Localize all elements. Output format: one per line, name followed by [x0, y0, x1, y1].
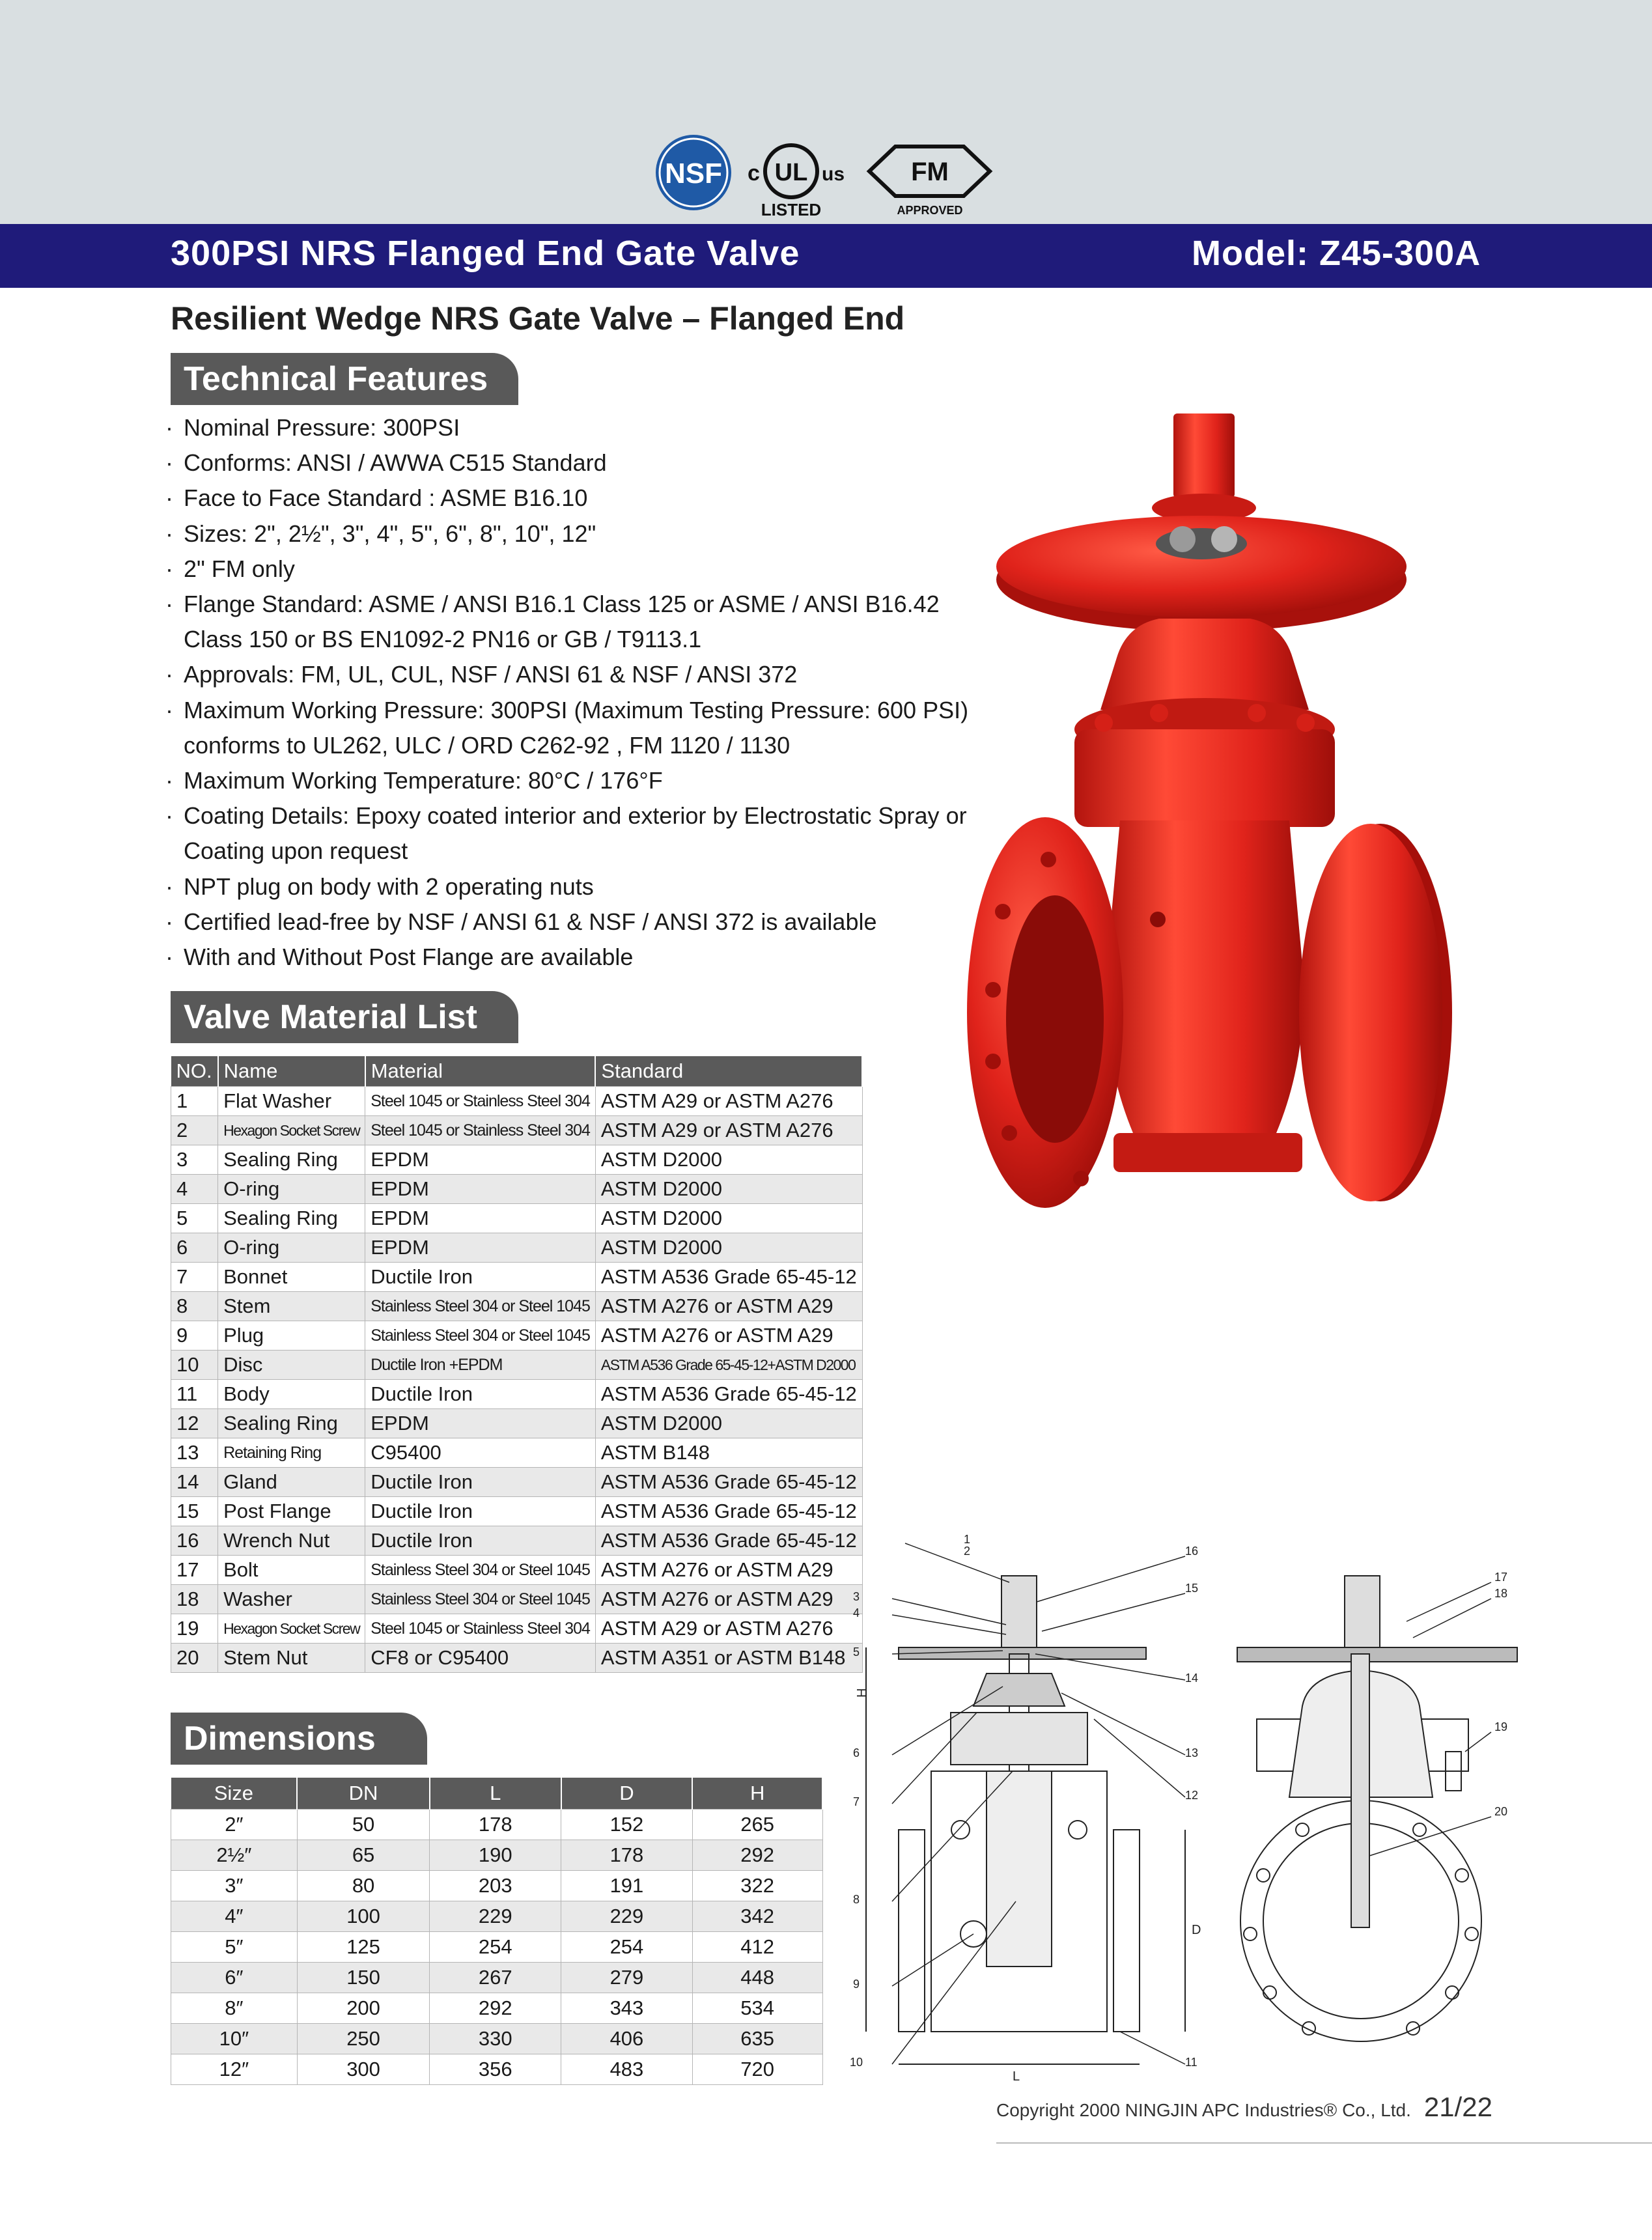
callout-16: 16 — [1185, 1545, 1199, 1558]
table-cell: O-ring — [218, 1175, 365, 1204]
table-cell: 203 — [430, 1871, 561, 1901]
feature-item: · Conforms: ANSI / AWWA C515 Standard — [164, 445, 985, 481]
table-cell: Bolt — [218, 1556, 365, 1585]
table-cell: 343 — [561, 1993, 693, 2024]
table-cell: ASTM A29 or ASTM A276 — [595, 1087, 862, 1116]
table-cell: Retaining Ring — [218, 1438, 365, 1468]
table-cell: ASTM A536 Grade 65-45-12 — [595, 1380, 862, 1409]
table-cell: Ductile Iron +EPDM — [365, 1351, 596, 1380]
table-row — [171, 1993, 823, 2024]
feature-item: · Certified lead-free by NSF / ANSI 61 & NSF / ANSI 372 is available — [164, 904, 985, 940]
table-cell: Disc — [218, 1351, 365, 1380]
table-cell: Body — [218, 1380, 365, 1409]
table-row — [171, 1351, 863, 1380]
table-row — [171, 1116, 863, 1145]
table-cell: 17 — [171, 1556, 218, 1585]
table-cell: ASTM D2000 — [595, 1145, 862, 1175]
callout-6: 6 — [853, 1746, 860, 1759]
table-cell: 13 — [171, 1438, 218, 1468]
table-cell: 100 — [297, 1901, 430, 1932]
gate-valve-photo — [964, 404, 1478, 1354]
callout-leaders — [892, 1543, 1491, 2064]
callout-20: 20 — [1494, 1805, 1508, 1818]
ul-text: UL — [774, 159, 808, 186]
table-cell: 534 — [692, 1993, 822, 2024]
table-cell: 292 — [692, 1840, 822, 1871]
column-header: Standard — [595, 1056, 862, 1087]
table-cell: 3 — [171, 1145, 218, 1175]
table-cell: 178 — [430, 1810, 561, 1840]
product-subtitle: Resilient Wedge NRS Gate Valve – Flanged End — [171, 300, 905, 337]
table-cell: ASTM D2000 — [595, 1409, 862, 1438]
table-cell: 412 — [692, 1932, 822, 1963]
table-row — [171, 1145, 863, 1175]
table-cell: ASTM A351 or ASTM B148 — [595, 1644, 862, 1673]
nsf-logo — [656, 135, 731, 210]
dimensions-table-header — [171, 1778, 823, 1810]
table-row — [171, 1526, 863, 1556]
table-cell: EPDM — [365, 1175, 596, 1204]
ul-listed-text: LISTED — [761, 200, 822, 218]
table-row — [171, 1585, 863, 1614]
sectional-view — [866, 1576, 1185, 2064]
callout-5: 5 — [853, 1645, 860, 1659]
callout-13: 13 — [1185, 1746, 1199, 1759]
table-cell: Gland — [218, 1468, 365, 1497]
table-cell: 483 — [561, 2054, 693, 2085]
table-cell: 635 — [692, 2024, 822, 2054]
table-row — [171, 1438, 863, 1468]
product-title: 300PSI NRS Flanged End Gate Valve — [171, 234, 800, 273]
table-row — [171, 1963, 823, 1993]
table-cell: Stem — [218, 1292, 365, 1321]
callout-14: 14 — [1185, 1672, 1199, 1685]
table-row — [171, 1871, 823, 1901]
table-row — [171, 1497, 863, 1526]
table-cell: 16 — [171, 1526, 218, 1556]
callout-18: 18 — [1494, 1587, 1508, 1600]
feature-item: · Maximum Working Pressure: 300PSI (Maximum Testing Pressure: 600 PSI) conforms to UL262, ULC / ORD C262-92 , FM 1120 / 1130 — [164, 693, 985, 763]
table-cell: 18 — [171, 1585, 218, 1614]
feature-item: · Nominal Pressure: 300PSI — [164, 410, 985, 445]
table-cell: 250 — [297, 2024, 430, 2054]
column-header: NO. — [171, 1056, 218, 1087]
table-cell: ASTM A29 or ASTM A276 — [595, 1116, 862, 1145]
table-cell: CF8 or C95400 — [365, 1644, 596, 1673]
table-cell: ASTM A536 Grade 65-45-12 — [595, 1497, 862, 1526]
footer-rule — [996, 2142, 1652, 2144]
table-cell: 14 — [171, 1468, 218, 1497]
table-cell: 7 — [171, 1263, 218, 1292]
table-cell: Hexagon Socket Screw — [218, 1614, 365, 1644]
table-cell: 8 — [171, 1292, 218, 1321]
table-cell: Stainless Steel 304 or Steel 1045 — [365, 1556, 596, 1585]
callout-17: 17 — [1494, 1571, 1508, 1584]
callout-3: 3 — [853, 1590, 860, 1603]
table-cell: Washer — [218, 1585, 365, 1614]
fm-text: FM — [911, 158, 949, 186]
column-header: Name — [218, 1056, 365, 1087]
table-cell: 265 — [692, 1810, 822, 1840]
table-cell: EPDM — [365, 1204, 596, 1233]
title-bar — [0, 224, 1652, 288]
table-cell: 9 — [171, 1321, 218, 1351]
table-cell: Steel 1045 or Stainless Steel 304 — [365, 1116, 596, 1145]
table-cell: ASTM A536 Grade 65-45-12 — [595, 1526, 862, 1556]
table-cell: 2″ — [171, 1810, 298, 1840]
nsf-text: NSF — [665, 158, 722, 189]
table-cell: Sealing Ring — [218, 1204, 365, 1233]
table-cell: 4″ — [171, 1901, 298, 1932]
callout-19: 19 — [1494, 1720, 1508, 1733]
table-row — [171, 1087, 863, 1116]
feature-item: · Approvals: FM, UL, CUL, NSF / ANSI 61 & NSF / ANSI 372 — [164, 657, 985, 692]
table-cell: Hexagon Socket Screw — [218, 1116, 365, 1145]
bonnet — [1100, 619, 1309, 710]
dim-d-label: D — [1192, 1923, 1201, 1937]
table-cell: 5″ — [171, 1932, 298, 1963]
table-cell: ASTM A276 or ASTM A29 — [595, 1585, 862, 1614]
table-row — [171, 1204, 863, 1233]
table-row — [171, 1840, 823, 1871]
model-number: Model: Z45-300A — [1192, 234, 1481, 273]
feature-item: · Face to Face Standard : ASME B16.10 — [164, 481, 985, 516]
valve-body — [1106, 820, 1303, 1133]
callout-1: 1 — [964, 1533, 971, 1546]
column-header: Size — [171, 1778, 298, 1810]
table-row — [171, 1175, 863, 1204]
callout-12: 12 — [1185, 1789, 1199, 1802]
table-cell: 279 — [561, 1963, 693, 1993]
table-cell: Post Flange — [218, 1497, 365, 1526]
ul-logo — [748, 145, 845, 218]
table-cell: 12″ — [171, 2054, 298, 2085]
table-cell: 448 — [692, 1963, 822, 1993]
table-cell: Stainless Steel 304 or Steel 1045 — [365, 1585, 596, 1614]
table-cell: 4 — [171, 1175, 218, 1204]
table-cell: Bonnet — [218, 1263, 365, 1292]
table-cell: ASTM A536 Grade 65-45-12 — [595, 1468, 862, 1497]
table-cell: 12 — [171, 1409, 218, 1438]
feature-item: · Coating Details: Epoxy coated interior and exterior by Electrostatic Spray or Coating upon request — [164, 798, 985, 869]
table-cell: Steel 1045 or Stainless Steel 304 — [365, 1087, 596, 1116]
table-cell: 254 — [561, 1932, 693, 1963]
side-view — [1237, 1576, 1517, 2041]
table-cell: 720 — [692, 2054, 822, 2085]
callout-9: 9 — [853, 1978, 860, 1991]
table-cell: 406 — [561, 2024, 693, 2054]
features-list — [164, 410, 985, 975]
table-row — [171, 1644, 863, 1673]
table-cell: 11 — [171, 1380, 218, 1409]
table-cell: 6″ — [171, 1963, 298, 1993]
feature-item: · Sizes: 2", 2½", 3", 4", 5", 6", 8", 10", 12" — [164, 516, 985, 552]
feature-item: · NPT plug on body with 2 operating nuts — [164, 869, 985, 904]
callout-7: 7 — [853, 1795, 860, 1808]
table-cell: Wrench Nut — [218, 1526, 365, 1556]
table-row — [171, 1263, 863, 1292]
table-cell: 229 — [561, 1901, 693, 1932]
table-cell: Flat Washer — [218, 1087, 365, 1116]
table-row — [171, 1556, 863, 1585]
table-cell: 190 — [430, 1840, 561, 1871]
callout-15: 15 — [1185, 1582, 1199, 1595]
table-cell: Ductile Iron — [365, 1497, 596, 1526]
table-cell: 1 — [171, 1087, 218, 1116]
table-cell: Ductile Iron — [365, 1468, 596, 1497]
table-cell: Ductile Iron — [365, 1380, 596, 1409]
table-cell: 65 — [297, 1840, 430, 1871]
table-cell: ASTM A276 or ASTM A29 — [595, 1321, 862, 1351]
table-cell: Sealing Ring — [218, 1409, 365, 1438]
table-cell: 10″ — [171, 2024, 298, 2054]
table-cell: ASTM A536 Grade 65-45-12 — [595, 1263, 862, 1292]
table-cell: Ductile Iron — [365, 1263, 596, 1292]
table-row — [171, 1321, 863, 1351]
table-row — [171, 1380, 863, 1409]
column-header: D — [561, 1778, 693, 1810]
table-cell: 125 — [297, 1932, 430, 1963]
table-row — [171, 1468, 863, 1497]
callout-4: 4 — [853, 1606, 860, 1619]
certification-logos — [651, 133, 1003, 218]
callout-8: 8 — [853, 1893, 860, 1906]
material-table — [171, 1056, 863, 1673]
table-row — [171, 2024, 823, 2054]
table-cell: Plug — [218, 1321, 365, 1351]
column-header: DN — [297, 1778, 430, 1810]
ul-c-text: c — [748, 161, 760, 186]
table-cell: C95400 — [365, 1438, 596, 1468]
callout-labels — [850, 1533, 1507, 2084]
table-cell: Ductile Iron — [365, 1526, 596, 1556]
table-row — [171, 1932, 823, 1963]
table-row — [171, 1901, 823, 1932]
table-cell: ASTM A29 or ASTM A276 — [595, 1614, 862, 1644]
table-row — [171, 1292, 863, 1321]
table-cell: 152 — [561, 1810, 693, 1840]
table-cell: 200 — [297, 1993, 430, 2024]
callout-10: 10 — [850, 2056, 863, 2069]
feature-item: · With and Without Post Flange are available — [164, 940, 985, 975]
copyright-text: Copyright 2000 NINGJIN APC Industries® Co., Ltd. — [996, 2100, 1411, 2120]
table-cell: ASTM D2000 — [595, 1233, 862, 1263]
fm-logo — [869, 147, 990, 217]
table-cell: ASTM D2000 — [595, 1204, 862, 1233]
feature-item: · Flange Standard: ASME / ANSI B16.1 Class 125 or ASME / ANSI B16.42 Class 150 or BS EN1092-2 PN16 or GB / T9113.1 — [164, 587, 985, 657]
callout-2: 2 — [964, 1545, 971, 1558]
table-cell: 2½″ — [171, 1840, 298, 1871]
table-cell: 229 — [430, 1901, 561, 1932]
callout-11: 11 — [1185, 2056, 1197, 2069]
table-row — [171, 1810, 823, 1840]
table-cell: Stainless Steel 304 or Steel 1045 — [365, 1292, 596, 1321]
table-row — [171, 2054, 823, 2085]
table-cell: 150 — [297, 1963, 430, 1993]
table-cell: 300 — [297, 2054, 430, 2085]
page-number: 21/22 — [1423, 2092, 1493, 2122]
table-cell: EPDM — [365, 1145, 596, 1175]
table-row — [171, 1614, 863, 1644]
table-cell: 330 — [430, 2024, 561, 2054]
table-cell: O-ring — [218, 1233, 365, 1263]
footer — [996, 2092, 1492, 2123]
table-cell: ASTM A536 Grade 65-45-12+ASTM D2000 — [595, 1351, 862, 1380]
table-cell: 191 — [561, 1871, 693, 1901]
material-list-heading: Valve Material List — [171, 991, 518, 1043]
table-cell: 15 — [171, 1497, 218, 1526]
table-cell: 2 — [171, 1116, 218, 1145]
table-cell: Stainless Steel 304 or Steel 1045 — [365, 1321, 596, 1351]
table-cell: ASTM A276 or ASTM A29 — [595, 1292, 862, 1321]
table-cell: 267 — [430, 1963, 561, 1993]
dimensions-heading: Dimensions — [171, 1713, 427, 1765]
feature-item: · Maximum Working Temperature: 80°C / 176°F — [164, 763, 985, 798]
table-cell: EPDM — [365, 1409, 596, 1438]
wrench-nut — [1173, 413, 1235, 498]
feature-item: · 2" FM only — [164, 552, 985, 587]
ul-us-text: us — [822, 163, 845, 185]
table-cell: 5 — [171, 1204, 218, 1233]
table-cell: 8″ — [171, 1993, 298, 2024]
table-cell: ASTM B148 — [595, 1438, 862, 1468]
column-header: Material — [365, 1056, 596, 1087]
table-cell: 3″ — [171, 1871, 298, 1901]
table-cell: 20 — [171, 1644, 218, 1673]
material-table-header — [171, 1056, 863, 1087]
table-cell: Stem Nut — [218, 1644, 365, 1673]
table-cell: 6 — [171, 1233, 218, 1263]
table-cell: ASTM D2000 — [595, 1175, 862, 1204]
table-cell: 322 — [692, 1871, 822, 1901]
table-cell: Sealing Ring — [218, 1145, 365, 1175]
technical-features-heading: Technical Features — [171, 353, 518, 405]
dim-h-label: H — [855, 1688, 869, 1698]
table-cell: ASTM A276 or ASTM A29 — [595, 1556, 862, 1585]
column-header: L — [430, 1778, 561, 1810]
table-cell: EPDM — [365, 1233, 596, 1263]
table-cell: Steel 1045 or Stainless Steel 304 — [365, 1614, 596, 1644]
table-cell: 178 — [561, 1840, 693, 1871]
table-cell: 254 — [430, 1932, 561, 1963]
valve-technical-drawing — [847, 1524, 1530, 2090]
dim-l-label: L — [1013, 2069, 1020, 2084]
column-header: H — [692, 1778, 822, 1810]
table-cell: 292 — [430, 1993, 561, 2024]
dimensions-table — [171, 1778, 823, 2085]
table-cell: 342 — [692, 1901, 822, 1932]
table-cell: 80 — [297, 1871, 430, 1901]
table-row — [171, 1409, 863, 1438]
table-row — [171, 1233, 863, 1263]
table-cell: 356 — [430, 2054, 561, 2085]
table-cell: 10 — [171, 1351, 218, 1380]
table-cell: 50 — [297, 1810, 430, 1840]
table-cell: 19 — [171, 1614, 218, 1644]
fm-approved-text: APPROVED — [897, 204, 963, 217]
